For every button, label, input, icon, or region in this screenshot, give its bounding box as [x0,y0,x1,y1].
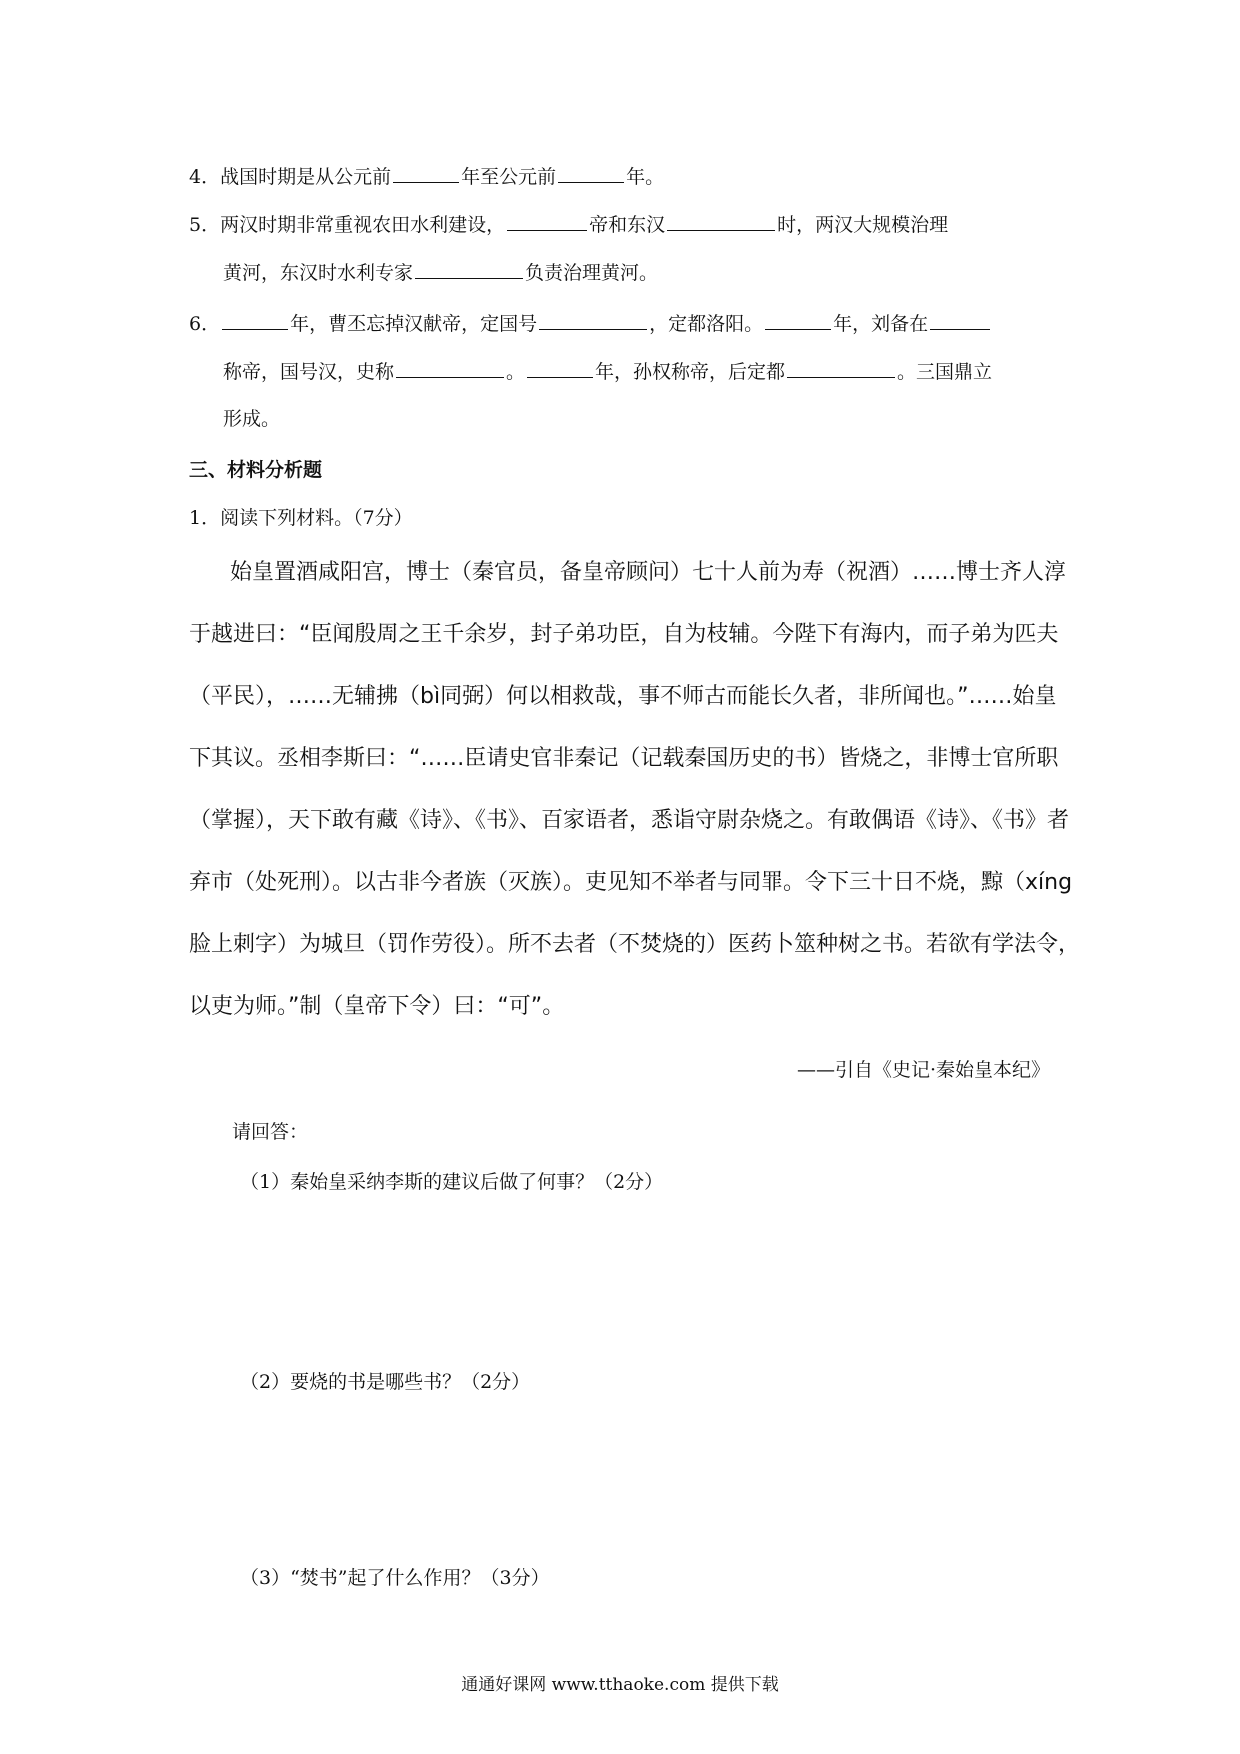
question-6-text-2: ，定都洛阳。 [649,313,764,335]
material-question-header [189,504,413,532]
answer-blank[interactable] [507,210,587,231]
sub-question-3: （3）“焚书”起了什么作用？（3分） [240,1567,550,1589]
passage-line: 脸上刺字）为城旦（罚作劳役）。所不去者（不焚烧的）医药卜筮种树之书。若欲有学法令， [189,932,1081,957]
answer-blank[interactable] [527,357,593,378]
question-6-text-5: 。 [506,361,526,383]
answer-blank[interactable] [667,210,775,231]
passage-line: 于越进曰：“臣闻殷周之王千余岁，封子弟功臣，自为枝辅。今陛下有海内，而子弟为匹夫 [189,622,1059,647]
citation: ——引自《史记·秦始皇本纪》 [796,1059,1050,1081]
page-footer: 通通好课网 www.tthaoke.com 提供下载 [461,1675,779,1695]
section-heading [189,456,322,484]
passage-line: 始皇置酒咸阳宫，博士（秦官员，备皇帝顾问）七十人前为寿（祝酒）……博士齐人淳 [230,560,1067,585]
answer-blank[interactable] [558,162,624,183]
question-4 [189,162,664,191]
passage-line: 以吏为师。”制（皇帝下令）曰：“可”。 [189,994,565,1019]
answer-prompt: 请回答： [232,1121,309,1143]
answer-blank[interactable] [222,309,288,330]
question-6-text-7: 。三国鼎立 [897,361,993,383]
material-question-title: 1．阅读下列材料。（7分） [189,507,413,529]
answer-blank[interactable] [765,309,831,330]
answer-blank[interactable] [930,309,990,330]
question-4-number: 4． [189,166,221,188]
question-6-line-1 [189,309,992,338]
question-6-text-3: 年，刘备在 [833,313,929,335]
question-6-number: 6． [189,313,221,335]
question-6-text-8: 形成。 [223,408,281,430]
question-5-text-2: 帝和东汉 [589,214,666,236]
question-4-text-3: 年。 [626,166,665,188]
answer-blank[interactable] [396,357,504,378]
section-title: 三、材料分析题 [189,459,323,481]
question-6-line-2 [223,357,992,386]
question-5-line-1 [189,210,948,239]
question-6-text-6: 年，孙权称帝，后定都 [595,361,786,383]
sub-question-1: （1）秦始皇采纳李斯的建议后做了何事？（2分） [240,1171,664,1193]
question-4-text-2: 年至公元前 [461,166,557,188]
question-5-text-1: 两汉时期非常重视农田水利建设， [220,214,506,236]
question-6-line-3 [223,405,280,433]
question-6-text-1: 年，曹丕忘掉汉献帝，定国号 [290,313,538,335]
passage-line: （掌握），天下敢有藏《诗》、《书》、百家语者，悉诣守尉杂烧之。有敢偶语《诗》、《书》者 [189,808,1070,833]
passage-line: 下其议。丞相李斯曰：“……臣请史官非秦记（记载秦国历史的书）皆烧之，非博士官所职 [189,746,1059,771]
question-6-text-4: 称帝，国号汉，史称 [223,361,395,383]
question-4-text-1: 战国时期是从公元前 [220,166,392,188]
answer-blank[interactable] [415,258,523,279]
answer-blank[interactable] [787,357,895,378]
question-5-number: 5． [189,214,221,236]
answer-blank[interactable] [539,309,647,330]
question-5-text-3: 时，两汉大规模治理 [777,214,949,236]
sub-question-2: （2）要烧的书是哪些书？（2分） [240,1371,531,1393]
question-5-line-2 [223,258,658,287]
question-5-text-5: 负责治理黄河。 [525,262,659,284]
passage-line: （平民），……无辅拂（bì同弼）何以相救哉，事不师古而能长久者，非所闻也。”……始皇 [189,684,1057,709]
answer-blank[interactable] [393,162,459,183]
passage-line: 弃市（处死刑）。以古非今者族（灭族）。吏见知不举者与同罪。令下三十日不烧，黥（xíng [189,870,1073,895]
question-5-text-4: 黄河，东汉时水利专家 [223,262,414,284]
